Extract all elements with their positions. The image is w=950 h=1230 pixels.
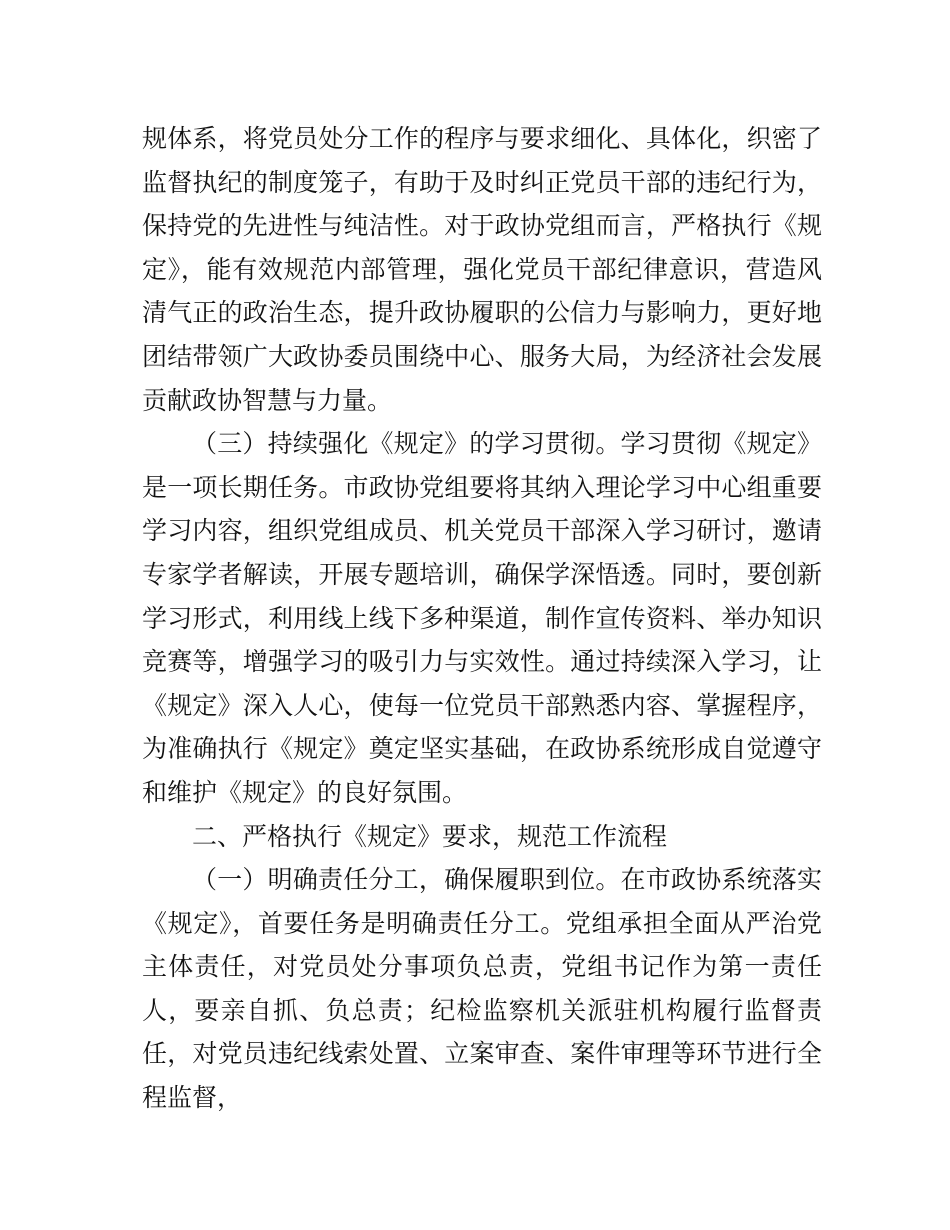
paragraph-continued: 规体系，将党员处分工作的程序与要求细化、具体化，织密了监督执纪的制度笼子，有助于及时纠正党员干部的违纪行为，保持党的先进性与纯洁性。对于政协党组而言，严格执行《规定》，能有效规范内部管理，强化党员干部纪律意识，营造风清气正的政治生态，提升政协履职的公信力与影响力，更好地团结带领广大政协委员围绕中心、服务大局，为经济社会发展贡献政协智慧与力量。 <box>142 124 822 415</box>
paragraph-section-3: （三）持续强化《规定》的学习贯彻。学习贯彻《规定》是一项长期任务。市政协党组要将其纳入理论学习中心组重要学习内容，组织党组成员、机关党员干部深入学习研讨，邀请专家学者解读，开展专题培训，确保学深悟透。同时，要创新学习形式，利用线上线下多种渠道，制作宣传资料、举办知识竞赛等，增强学习的吸引力与实效性。通过持续深入学习，让《规定》深入人心，使每一位党员干部熟悉内容、掌握程序，为准确执行《规定》奠定坚实基础，在政协系统形成自觉遵守和维护《规定》的良好氛围。 <box>142 429 822 807</box>
section-heading-2: 二、严格执行《规定》要求，规范工作流程 <box>192 821 668 851</box>
paragraph-subsection-1: （一）明确责任分工，确保履职到位。在市政协系统落实《规定》，首要任务是明确责任分工。党组承担全面从严治党主体责任，对党员处分事项负总责，党组书记作为第一责任人，要亲自抓、负总责；纪检监察机关派驻机构履行监督责任，对党员违纪线索处置、立案审查、案件审理等环节进行全程监督， <box>142 865 822 1113</box>
document-body <box>142 117 822 1120</box>
